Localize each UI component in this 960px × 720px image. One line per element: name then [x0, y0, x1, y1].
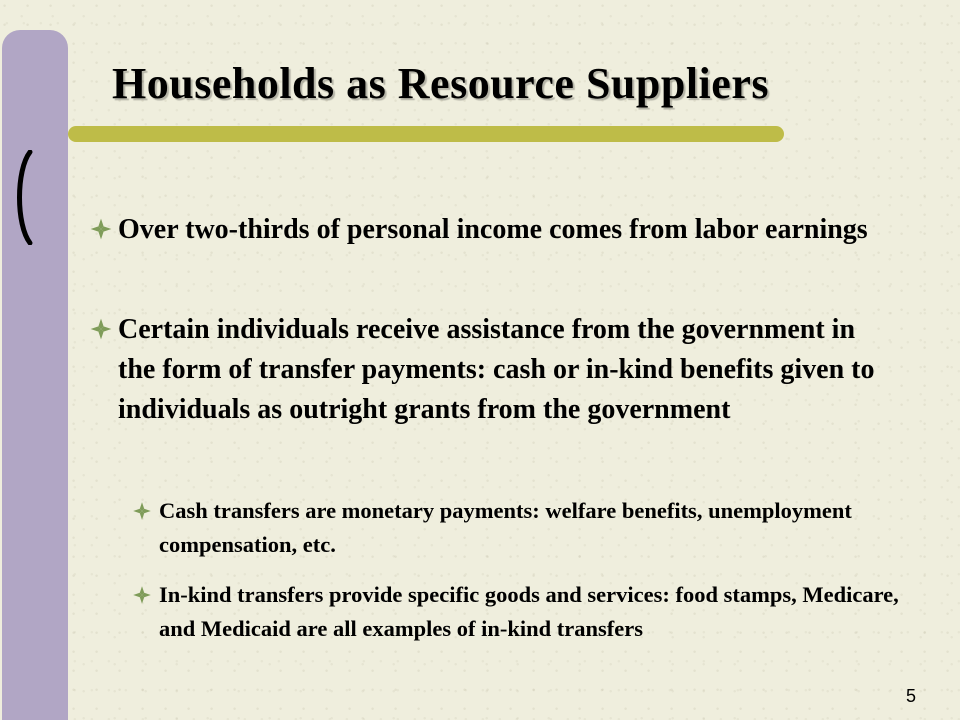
- diamond-star-bullet-icon: [131, 500, 153, 522]
- bullet-item-2: Certain individuals receive assistance from the government in the form of transfer payments: cash or in-kind benefits given to individuals as outright grants from the government: [118, 314, 875, 425]
- sub-bullet-item-1: Cash transfers are monetary payments: welfare benefits, unemployment compensation, etc.: [159, 498, 852, 557]
- sub-bullet-item-2: In-kind transfers provide specific goods and services: food stamps, Medicare, and Medicaid are all examples of in-kind transfers: [159, 582, 899, 641]
- bullet-item-1: Over two-thirds of personal income comes from labor earnings: [118, 214, 868, 245]
- diamond-star-bullet-icon: [88, 216, 114, 242]
- diamond-star-bullet-icon: [131, 584, 153, 606]
- page-number: 5: [905, 686, 916, 706]
- slide-title: Households as Resource Suppliers: [112, 59, 769, 108]
- diamond-star-bullet-icon: [88, 316, 114, 342]
